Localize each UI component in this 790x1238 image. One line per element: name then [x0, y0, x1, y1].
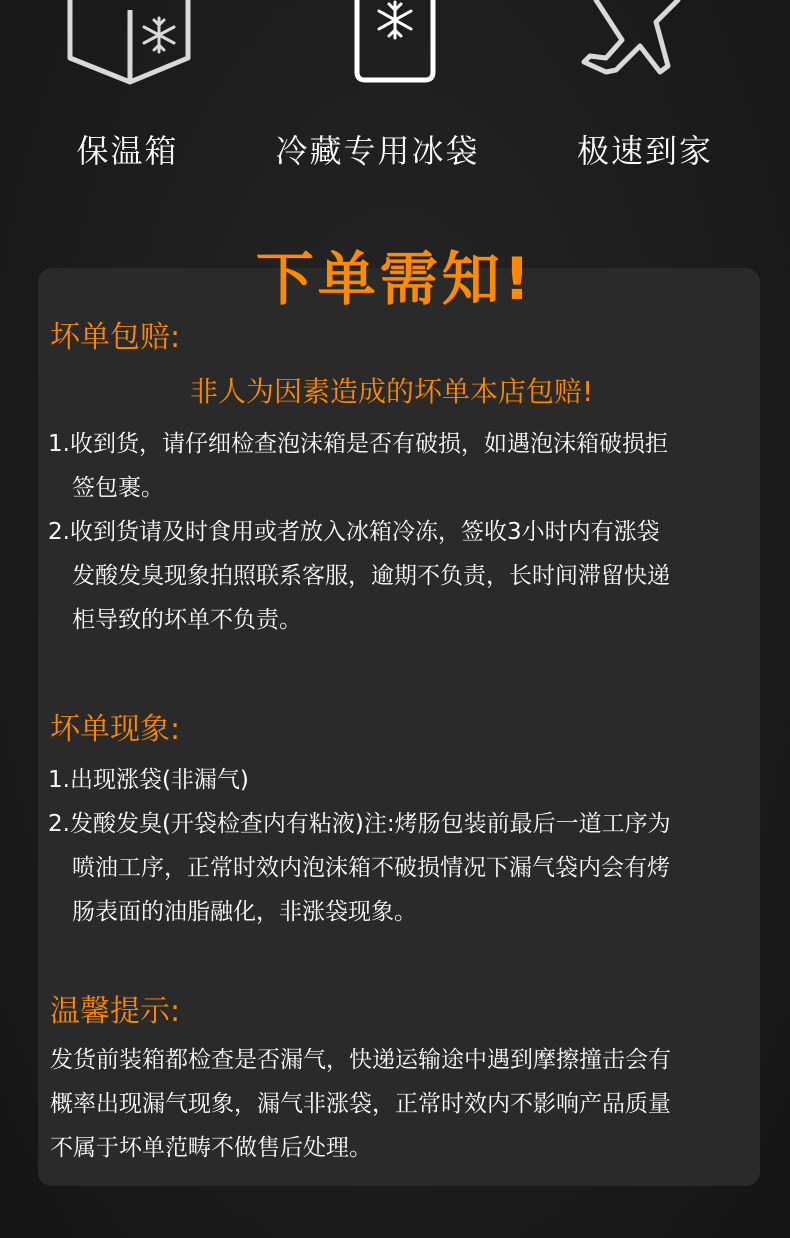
tips-paragraph: 发货前装箱都检查是否漏气，快递运输途中遇到摩擦撞击会有 概率出现漏气现象，漏气非涨袋，正常时效内不影响产品质量 不属于坏单范畴不做售后处理。	[50, 1047, 671, 1161]
airplane-icon	[560, 0, 730, 100]
feature-ice-pack	[265, 0, 490, 200]
ice-pack-icon	[265, 0, 490, 100]
list-item: 1.收到货，请仔细检查泡沫箱是否有破损，如遇泡沫箱破损拒 签包裹。	[48, 431, 668, 501]
section-title-damage-signs: 坏单现象:	[50, 712, 181, 747]
list-item: 2.收到货请及时食用或者放入冰箱冷冻，签收3小时内有涨袋 发酸发臭现象拍照联系客服，逾期不负责，长时间滞留快递 柜导致的坏单不负责。	[48, 519, 670, 633]
feature-insulated-box	[40, 0, 215, 200]
feature-label: 极速到家	[576, 132, 713, 170]
section-title-tips: 温馨提示:	[50, 994, 181, 1029]
feature-label: 保温箱	[76, 132, 179, 170]
feature-row	[0, 0, 790, 200]
feature-label: 冷藏专用冰袋	[275, 132, 480, 170]
feature-fast-delivery	[560, 0, 730, 200]
list-item: 2.发酸发臭(开袋检查内有粘液)注:烤肠包装前最后一道工序为 喷油工序，正常时效内泡沫箱不破损情况下漏气袋内会有烤 肠表面的油脂融化，非涨袋现象。	[48, 811, 671, 925]
notice-title: 下单需知!	[255, 245, 535, 313]
compensation-highlight: 非人为因素造成的坏单本店包赔!	[190, 375, 594, 408]
insulated-box-icon	[40, 0, 215, 100]
list-item: 1.出现涨袋(非漏气)	[48, 767, 249, 793]
section-title-damage-compensation: 坏单包赔:	[50, 320, 181, 355]
